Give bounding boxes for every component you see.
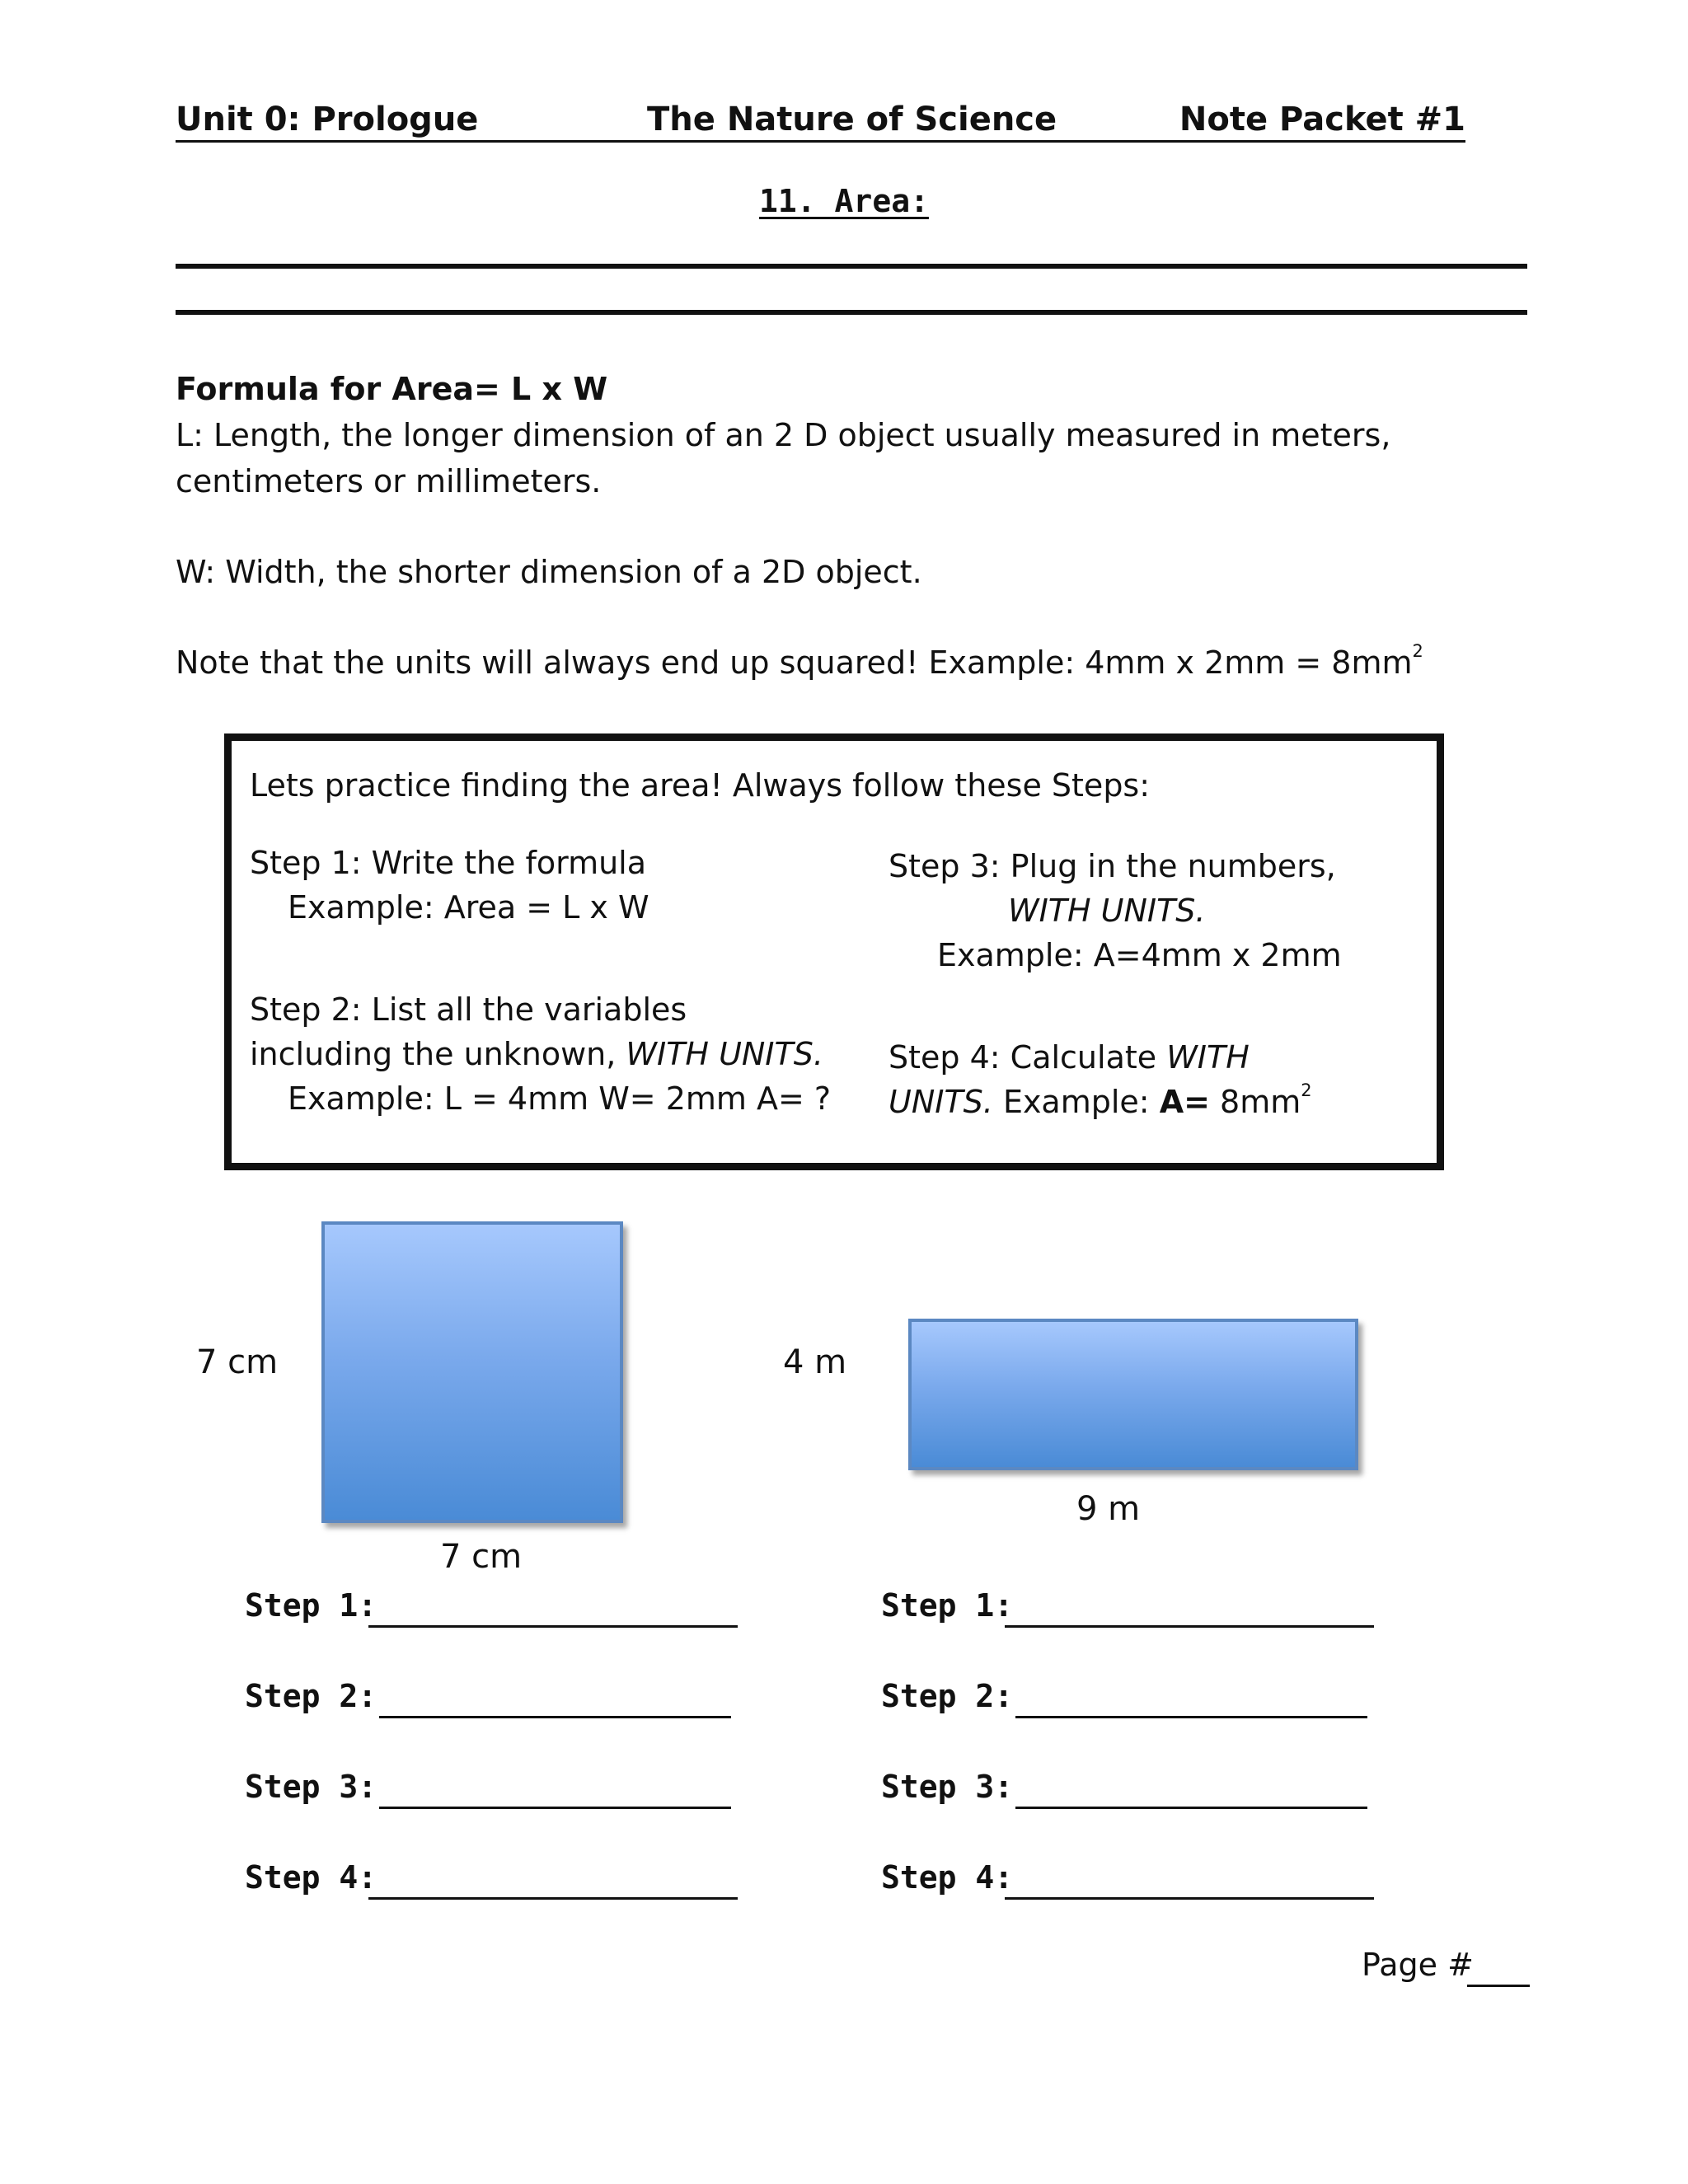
step3-units [1008,888,1206,934]
left-step3-label: Step 3: [245,1769,377,1805]
step4-example-prefix: Example: [992,1084,1160,1120]
right-step2-blank [1015,1716,1367,1718]
page-header [176,97,1465,143]
units-note-text: Note that the units will always end up squared! Example: 4mm x 2mm = 8mm [176,644,1413,681]
right-step4-label: Step 4: [881,1859,1014,1896]
step2-line2-units: WITH UNITS. [626,1036,823,1072]
right-step1-blank [1005,1625,1374,1628]
step1-title: Step 1: Write the formula [250,845,647,881]
section-heading [0,183,1688,219]
left-step2-blank [379,1716,731,1718]
right-step2-label: Step 2: [881,1678,1014,1714]
step4-line2 [889,1079,1312,1125]
step2-line1: Step 2: List all the variables [250,991,687,1028]
right-step1-label: Step 1: [881,1587,1014,1624]
rectangle-side-label: 4 m [783,1343,847,1381]
square-side-label: 7 cm [196,1343,279,1381]
page-number [1362,1947,1474,1983]
left-step4-label: Step 4: [245,1859,377,1896]
step1-example: Example: Area = L x W [288,889,649,926]
answer-line-1 [176,264,1527,269]
step4-example-exponent: 2 [1301,1080,1312,1101]
step2-example: Example: L = 4mm W= 2mm A= ? [288,1080,832,1117]
rectangle-shape [908,1319,1358,1470]
packet-title: Note Packet #1 [1179,101,1465,138]
practice-intro: Lets practice finding the area! Always follow these Steps: [250,767,1151,804]
step2-line2-text: including the unknown, [250,1036,626,1072]
left-step4-blank [368,1897,738,1900]
step4-units-1: WITH [1166,1039,1250,1076]
step3-units-text: WITH UNITS. [1008,893,1206,929]
course-title: The Nature of Science [647,101,1057,138]
step4-example-value: 8mm [1209,1084,1301,1120]
step4-text: Step 4: Calculate [889,1039,1167,1076]
step3-title: Step 3: Plug in the numbers, [889,848,1336,884]
step4-line1 [889,1034,1250,1080]
answer-line-2 [176,310,1527,315]
step2-line2 [250,1031,823,1077]
length-definition-line2: centimeters or millimeters. [176,463,602,499]
right-step4-blank [1005,1897,1374,1900]
unit-title: Unit 0: Prologue [176,101,479,138]
page-number-label: Page # [1362,1947,1474,1983]
width-definition: W: Width, the shorter dimension of a 2D object. [176,554,922,590]
section-title: 11. Area: [759,183,929,219]
practice-steps-box [224,733,1444,1170]
square-shape [321,1221,623,1523]
left-step1-label: Step 1: [245,1587,377,1624]
step4-units-2: UNITS. [889,1084,993,1120]
left-step3-blank [379,1807,731,1809]
rectangle-bottom-label: 9 m [1076,1490,1141,1528]
formula-title: Formula for Area= L x W [176,371,608,407]
square-bottom-label: 7 cm [440,1538,523,1576]
right-step3-blank [1015,1807,1367,1809]
units-note-exponent: 2 [1412,641,1423,662]
page-number-blank [1467,1985,1530,1987]
left-step2-label: Step 2: [245,1678,377,1714]
length-definition-line1: L: Length, the longer dimension of an 2 D object usually measured in meters, [176,417,1391,453]
right-step3-label: Step 3: [881,1769,1014,1805]
step3-example: Example: A=4mm x 2mm [937,937,1342,973]
step4-example-variable: A= [1159,1084,1210,1120]
units-note [176,640,1423,686]
left-step1-blank [368,1625,738,1628]
